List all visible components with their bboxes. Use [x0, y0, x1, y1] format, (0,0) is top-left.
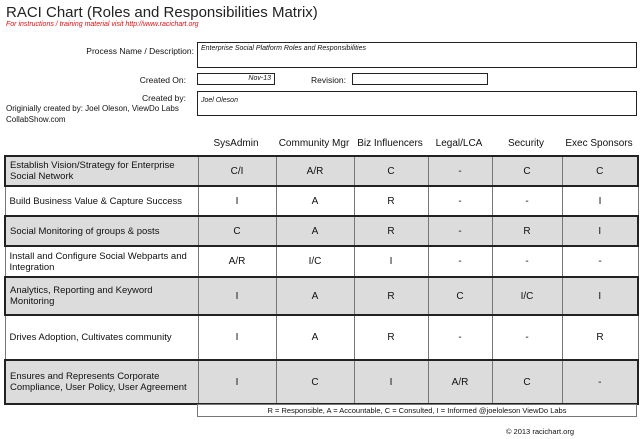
row-label: Establish Vision/Strategy for Enterprise Social Network: [5, 156, 198, 186]
raci-cell: A: [276, 277, 354, 315]
instructions-link[interactable]: For instructions / training material visit http://www.racichart.org: [6, 21, 199, 28]
raci-cell: -: [428, 216, 492, 246]
col-header-legal-lca: Legal/LCA: [435, 138, 483, 149]
raci-cell: C: [492, 156, 562, 186]
raci-cell: -: [428, 315, 492, 360]
row-label: Drives Adoption, Cultivates community: [5, 315, 198, 360]
raci-cell: -: [562, 246, 638, 277]
raci-cell: -: [428, 186, 492, 216]
created-by-label: Created by:: [142, 93, 186, 103]
revision-field[interactable]: [352, 73, 488, 85]
credit-site: CollabShow.com: [6, 115, 66, 124]
raci-cell: R: [354, 216, 428, 246]
process-name-label: Process Name / Description:: [86, 46, 194, 56]
process-name-field[interactable]: Enterprise Social Platform Roles and Responsibilities: [197, 42, 637, 68]
row-label: Build Business Value & Capture Success: [5, 186, 198, 216]
raci-cell: -: [492, 186, 562, 216]
raci-matrix: [4, 155, 639, 405]
raci-cell: I/C: [492, 277, 562, 315]
raci-legend: R = Responsible, A = Accountable, C = Consulted, I = Informed @joeloleson ViewDo Labs: [197, 404, 637, 417]
col-header-biz-influencers: Biz Influencers: [357, 138, 423, 149]
raci-cell: C: [562, 156, 638, 186]
raci-cell: -: [562, 360, 638, 404]
raci-cell: A: [276, 315, 354, 360]
raci-cell: R: [354, 315, 428, 360]
row-label: Ensures and Represents Corporate Compliance, User Policy, User Agreement: [5, 360, 198, 404]
col-header-sysadmin: SysAdmin: [213, 138, 259, 149]
raci-cell: A/R: [276, 156, 354, 186]
col-header-community-mgr: Community Mgr: [278, 138, 350, 149]
copyright: © 2013 racichart.org: [505, 427, 574, 436]
raci-cell: I: [562, 216, 638, 246]
raci-cell: C: [198, 216, 276, 246]
raci-cell: I: [354, 246, 428, 277]
raci-cell: C: [276, 360, 354, 404]
table-row: [5, 315, 638, 360]
created-on-label: Created On:: [139, 75, 186, 85]
created-by-field[interactable]: Joel Oleson: [197, 91, 637, 116]
table-row: [5, 156, 638, 186]
raci-cell: -: [428, 156, 492, 186]
raci-cell: I: [562, 277, 638, 315]
raci-cell: I: [198, 186, 276, 216]
row-label: Install and Configure Social Webparts and Integration: [5, 246, 198, 277]
raci-cell: -: [492, 315, 562, 360]
raci-cell: R: [354, 277, 428, 315]
raci-cell: C: [354, 156, 428, 186]
col-header-exec-sponsors: Exec Sponsors: [565, 138, 633, 149]
raci-cell: A/R: [428, 360, 492, 404]
table-row: [5, 277, 638, 315]
table-row: [5, 360, 638, 404]
page-title: RACI Chart (Roles and Responsibilities Matrix): [6, 4, 318, 21]
credit-line: Originially created by: Joel Oleson, ViewDo Labs: [6, 104, 179, 113]
row-label: Social Monitoring of groups & posts: [5, 216, 198, 246]
table-row: [5, 186, 638, 216]
row-label: Analytics, Reporting and Keyword Monitoring: [5, 277, 198, 315]
table-row: [5, 246, 638, 277]
created-on-field[interactable]: Nov-13: [197, 73, 275, 85]
raci-cell: R: [562, 315, 638, 360]
raci-cell: A: [276, 216, 354, 246]
raci-cell: -: [428, 246, 492, 277]
raci-cell: I: [198, 360, 276, 404]
table-row: [5, 216, 638, 246]
raci-cell: R: [354, 186, 428, 216]
raci-cell: C/I: [198, 156, 276, 186]
raci-cell: I: [198, 315, 276, 360]
raci-cell: I/C: [276, 246, 354, 277]
raci-cell: -: [492, 246, 562, 277]
revision-label: Revision:: [311, 75, 346, 85]
col-header-security: Security: [507, 138, 545, 149]
raci-cell: I: [354, 360, 428, 404]
raci-cell: I: [198, 277, 276, 315]
raci-cell: I: [562, 186, 638, 216]
raci-cell: C: [428, 277, 492, 315]
raci-cell: A/R: [198, 246, 276, 277]
raci-cell: R: [492, 216, 562, 246]
raci-cell: C: [492, 360, 562, 404]
raci-cell: A: [276, 186, 354, 216]
